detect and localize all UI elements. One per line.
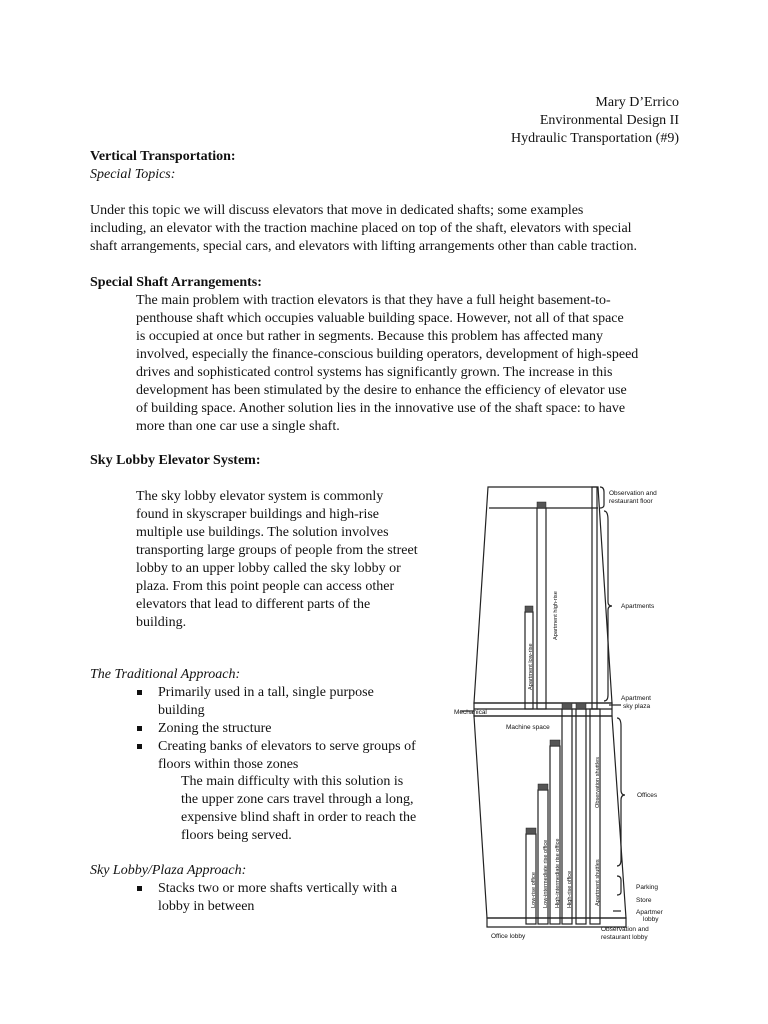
shaft-line: more than one car use a single shaft. <box>136 419 340 434</box>
list-item-text: floors within those zones <box>158 757 299 772</box>
course-name: Environmental Design II <box>539 113 679 128</box>
list-item-text: Primarily used in a tall, single purpose <box>158 685 374 700</box>
label-mechanical: Mechanical <box>454 709 487 716</box>
label-apt-plaza-2: sky plaza <box>623 703 651 710</box>
label-high-int-office: High-intermediate rise office <box>555 838 561 908</box>
brace-parking <box>617 876 621 895</box>
label-machine-space: Machine space <box>506 724 550 731</box>
skylobby-line: transporting large groups of people from the street <box>136 543 418 558</box>
label-store: Store <box>636 897 652 904</box>
label-low-int-office: Low-intermediate rise office <box>543 839 549 908</box>
label-office-lobby: Office lobby <box>491 933 526 940</box>
skylobby-line: plaza. From this point people can access other <box>136 579 395 594</box>
traditional-note-line: The main difficulty with this solution is <box>181 774 404 789</box>
machine-room <box>562 703 572 709</box>
bullet-square <box>137 726 142 731</box>
label-obs-bottom-1: Observation and <box>601 926 649 933</box>
label-obs-bottom-2: restaurant lobby <box>601 934 648 941</box>
document-title: Vertical Transportation: <box>90 149 236 164</box>
skylobby-line: building. <box>136 615 187 630</box>
shaft-line: involved, especially the finance-conscious building operators, development of high-speed <box>136 347 639 362</box>
label-apt-high: Apartment high-rise <box>553 591 559 640</box>
label-apt-shuttles: Apartment shuttles <box>595 859 601 906</box>
skylobby-line: multiple use buildings. The solution involves <box>136 525 389 540</box>
section-heading-shaft: Special Shaft Arrangements: <box>90 275 262 290</box>
label-parking: Parking <box>636 884 659 891</box>
label-high-office: High-rise office <box>567 870 573 908</box>
intro-line: Under this topic we will discuss elevators that move in dedicated shafts; some examples <box>90 203 584 218</box>
list-item-text: building <box>158 703 205 718</box>
machine-room <box>550 740 560 746</box>
machine-room <box>525 606 533 612</box>
label-obs-top-1: Observation and <box>609 490 657 497</box>
traditional-note-line: floors being served. <box>181 828 292 843</box>
machine-room <box>537 502 546 508</box>
shaft-apt-high <box>537 508 546 709</box>
list-item-text: Creating banks of elevators to serve groups of <box>158 739 416 754</box>
list-item-text: Stacks two or more shafts vertically with a <box>158 881 398 896</box>
label-apt-lobby-1: Apartmer <box>636 909 663 916</box>
upper-tower-outline <box>474 487 612 703</box>
skylobby-line: found in skyscraper buildings and high-rise <box>136 507 380 522</box>
machine-room <box>576 703 586 709</box>
traditional-note-line: the upper zone cars travel through a long, <box>181 792 414 807</box>
list-item-text: Zoning the structure <box>158 721 272 736</box>
sky-lobby-diagram <box>452 478 670 946</box>
skylobby-line: lobby to an upper lobby called the sky lobby or <box>136 561 401 576</box>
intro-line: including, an elevator with the traction machine placed on top of the shaft, elevators with special <box>90 221 632 236</box>
label-apt-lobby-2: lobby <box>643 916 659 923</box>
skylobby-line: The sky lobby elevator system is commonly <box>136 489 384 504</box>
document-subtitle: Special Topics: <box>90 167 176 182</box>
shaft-line: of building space. Another solution lies in the innovative use of the shaft space: to have <box>136 401 626 416</box>
traditional-heading: The Traditional Approach: <box>90 667 241 682</box>
shaft-line: The main problem with traction elevators is that they have a full height basement-to- <box>136 293 611 308</box>
brace-offices <box>617 718 625 866</box>
shaft-line: drives and sophisticated control systems has significantly grown. The increase in this <box>136 365 613 380</box>
label-obs-shuttles: Observation shuttles <box>595 757 601 808</box>
skylobby-line: elevators that lead to different parts of the <box>136 597 371 612</box>
label-offices: Offices <box>637 792 658 799</box>
shaft-line: is occupied at once but rather in segments. Because this problem has affected many <box>136 329 604 344</box>
bullet-square <box>137 744 142 749</box>
list-item-text: lobby in between <box>158 899 255 914</box>
bullet-square <box>137 886 142 891</box>
machine-room <box>526 828 536 834</box>
shaft-apt-shuttles <box>576 709 586 924</box>
skyplaza-heading: Sky Lobby/Plaza Approach: <box>90 863 247 878</box>
shaft-line: development has been stimulated by the desire to enhance the efficiency of elevator use <box>136 383 627 398</box>
label-apt-plaza-1: Apartment <box>621 695 651 702</box>
label-low-office: Low-rise office <box>531 872 537 908</box>
author-name: Mary D’Errico <box>595 95 679 110</box>
shaft-obs-upper <box>592 487 597 709</box>
shaft-line: penthouse shaft which occupies valuable building space. However, not all of that space <box>136 311 624 326</box>
traditional-note-line: expensive blind shaft in order to reach the <box>181 810 417 825</box>
label-apartments: Apartments <box>621 603 655 610</box>
brace-obs <box>600 487 604 508</box>
intro-line: shaft arrangements, special cars, and elevators with lifting arrangements other than cable traction. <box>90 239 637 254</box>
assignment-name: Hydraulic Transportation (#9) <box>511 131 679 146</box>
machine-room <box>538 784 548 790</box>
section-heading-skylobby: Sky Lobby Elevator System: <box>90 453 261 468</box>
label-obs-top-2: restaurant floor <box>609 498 653 505</box>
bullet-square <box>137 690 142 695</box>
label-apt-low: Apartment low-rise <box>528 643 534 690</box>
